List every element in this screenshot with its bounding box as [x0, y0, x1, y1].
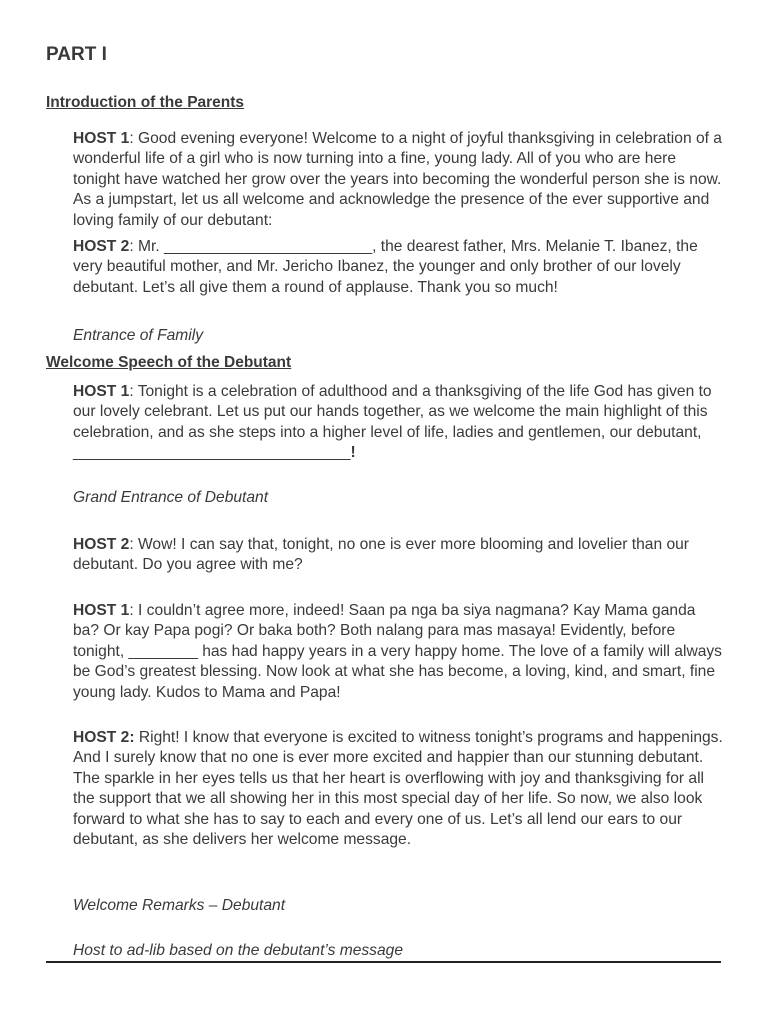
- speaker-label: HOST 2: [73, 238, 130, 255]
- host2-intro-paragraph: [73, 237, 723, 298]
- host1-welcome-paragraph: [73, 382, 723, 464]
- speaker-label: HOST 1: [73, 602, 130, 619]
- exclamation-mark: !: [350, 444, 356, 462]
- dialogue-text: : Mr. ________________________, the dearest father, Mrs. Melanie T. Ibanez, the very beautiful mother, and Mr. Jericho Ibanez, the younger and only brother of our lovely debutant. Let’s all give them a round of applause. Thank you so much!: [73, 238, 698, 296]
- speaker-label: HOST 1: [73, 130, 130, 147]
- part-title: PART I: [46, 44, 107, 65]
- host1-agree-paragraph: [73, 601, 723, 703]
- dialogue-text: : Wow! I can say that, tonight, no one is ever more blooming and lovelier than our debutant. Do you agree with me?: [73, 536, 689, 574]
- bottom-rule: [46, 961, 721, 963]
- dialogue-text: : I couldn’t agree more, indeed! Saan pa nga ba siya nagmana? Kay Mama ganda ba? Or kay Papa pogi? Or baka both? Both nalang para mas masaya! Evidently, before tonight, ________ has had happy years in a very happy home. The love of a family will always be God’s greatest blessing. Now look at what she has become, a loving, kind, and smart, fine young lady. Kudos to Mama and Papa!: [73, 602, 722, 701]
- section-heading-welcome-speech: Welcome Speech of the Debutant: [46, 354, 292, 371]
- dialogue-text: Right! I know that everyone is excited to witness tonight’s programs and happenings. And I surely know that no one is ever more excited and happier than our stunning debutant. The sparkle in her eyes tells us that her heart is overflowing with joy and thanksgiving for all the support that we all showing her in this most special day of her life. So now, we also look forward to what she has to say to each and every one of us. Let’s all lend our ears to our debutant, as she delivers her welcome message.: [73, 729, 723, 849]
- speaker-label: HOST 2:: [73, 729, 135, 746]
- section-heading-introduction: Introduction of the Parents: [46, 94, 245, 111]
- stage-direction-ad-lib: Host to ad-lib based on the debutant’s message: [73, 942, 403, 959]
- stage-direction-grand-entrance: Grand Entrance of Debutant: [73, 489, 269, 506]
- speaker-label: HOST 1: [73, 383, 130, 400]
- host2-wow-paragraph: [73, 535, 723, 576]
- dialogue-text: : Good evening everyone! Welcome to a night of joyful thanksgiving in celebration of a wonderful life of a girl who is now turning into a fine, young lady. All of you who are here tonight have watched her grow over the years into becoming the wonderful person she is now. As a jumpstart, let us all welcome and acknowledge the presence of the ever supportive and loving family of our debutant:: [73, 130, 722, 229]
- stage-direction-welcome-remarks: Welcome Remarks – Debutant: [73, 897, 286, 914]
- dialogue-text: : Tonight is a celebration of adulthood and a thanksgiving of the life God has given to our lovely celebrant. Let us put our hands together, as we welcome the main highlight of this celebration, and as she steps into a higher level of life, ladies and gentlemen, our debutant, ________________________________: [73, 383, 712, 462]
- stage-direction-entrance-family: Entrance of Family: [73, 327, 203, 344]
- host2-right-paragraph: [73, 728, 723, 850]
- speaker-label: HOST 2: [73, 536, 130, 553]
- host1-intro-paragraph: [73, 129, 723, 231]
